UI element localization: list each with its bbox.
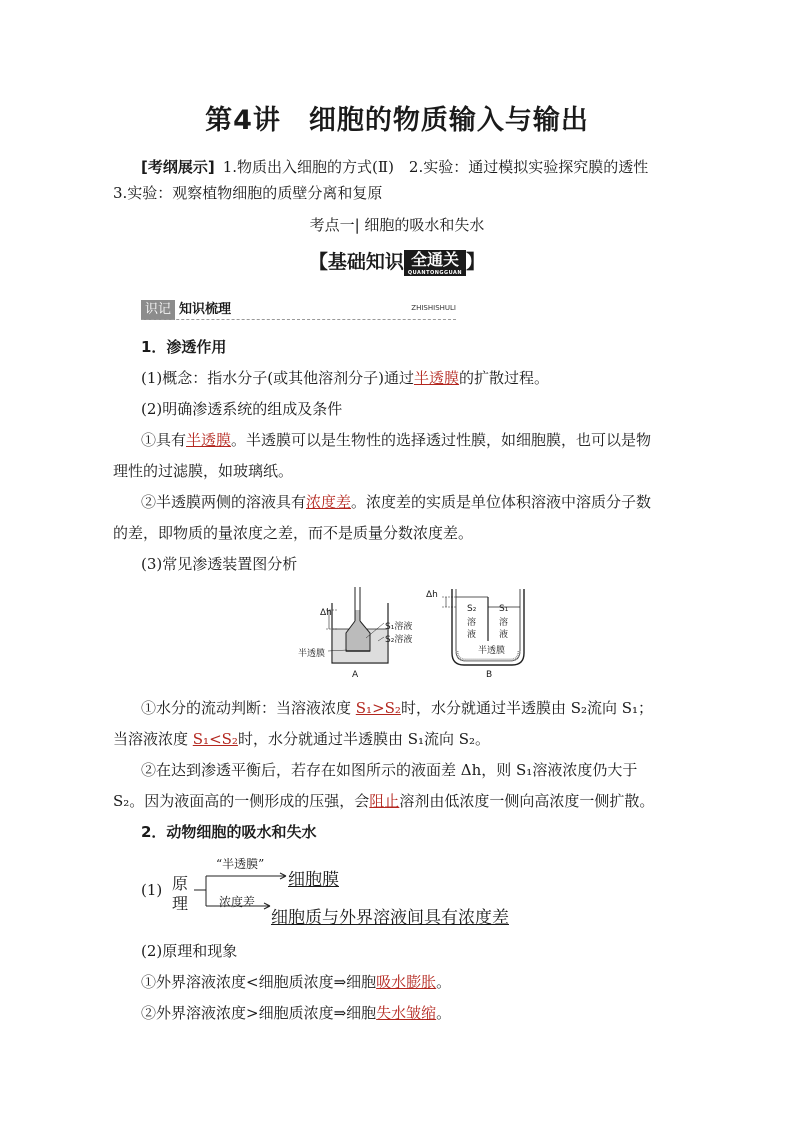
diagram-b-s2: S₂ xyxy=(467,604,477,614)
diagram-b-s2-text: 溶液 xyxy=(467,618,477,640)
section-pinyin: ZHISHISHULI xyxy=(411,304,456,312)
banner-right: 】 xyxy=(466,251,486,273)
diagram-a-label: A xyxy=(352,670,359,680)
diagram-b-s1: S₁ xyxy=(499,604,509,614)
outline-line-2: 3.实验：观察植物细胞的质壁分离和复原 xyxy=(113,184,383,202)
diagram-a-s2: S₂溶液 xyxy=(385,635,413,645)
cond1-line1: ①具有半透膜。半透膜可以是生物性的选择透过性膜，如细胞膜，也可以是物 xyxy=(141,431,652,449)
principle-num: (1) xyxy=(141,881,163,899)
p2-heading: (2)原理和现象 xyxy=(141,942,238,960)
diagram-b-label: B xyxy=(486,670,493,680)
outline-tag: [考纲展示] xyxy=(141,158,215,176)
s1-heading: 1．渗透作用 xyxy=(141,338,227,356)
diagram-a-dh: Δh xyxy=(320,608,332,618)
phenomenon-1-answer: 吸水膨胀 xyxy=(376,973,437,991)
concept-line: (1)概念：指水分子(或其他溶剂分子)通过半透膜的扩散过程。 xyxy=(141,369,549,387)
diagram-a-membrane: 半透膜 xyxy=(298,649,326,659)
branch2-target: 细胞质与外界溶液间具有浓度差 xyxy=(271,908,509,928)
phenomenon-1: ①外界溶液浓度<细胞质浓度⇒细胞吸水膨胀。 xyxy=(141,973,452,991)
diagram-b-dh: Δh xyxy=(426,590,438,600)
principle-li: 理 xyxy=(172,894,189,913)
branch1-label: “半透膜” xyxy=(216,857,265,871)
phenomenon-2-answer: 失水皱缩 xyxy=(376,1004,437,1022)
flow-answer-1: S₁>S₂ xyxy=(355,699,401,717)
flow-line1: ①水分的流动判断：当溶液浓度 S₁>S₂时，水分就通过半透膜由 S₂流向 S₁； xyxy=(141,699,654,717)
osmosis-device-b xyxy=(440,585,540,671)
s2-heading: 2．动物细胞的吸水和失水 xyxy=(141,823,317,841)
device-heading: (3)常见渗透装置图分析 xyxy=(141,555,298,573)
outline-line-1 xyxy=(141,157,648,177)
banner xyxy=(0,247,794,276)
eq-line2: S₂。因为液面高的一侧形成的压强，会阻止溶剂由低浓度一侧向高浓度一侧扩散。 xyxy=(113,792,655,810)
cond2-line2: 的差，即物质的量浓度之差，而不是质量分数浓度差。 xyxy=(113,524,474,542)
cond2-answer: 浓度差 xyxy=(306,493,352,511)
section-bar xyxy=(141,298,456,318)
principle-yuan: 原 xyxy=(172,874,189,893)
diagram-a-s1: S₁溶液 xyxy=(385,622,413,632)
kaodian-heading: 考点一| 细胞的吸水和失水 xyxy=(309,216,485,234)
eq-line1: ②在达到渗透平衡后，若存在如图所示的液面差 Δh，则 S₁溶液浓度仍大于 xyxy=(141,761,638,779)
branch1-target: 细胞膜 xyxy=(288,870,339,890)
page-title: 第4讲 细胞的物质输入与输出 xyxy=(205,105,589,136)
flow-line2: 当溶液浓度 S₁<S₂时，水分就通过半透膜由 S₁流向 S₂。 xyxy=(113,730,491,748)
cond1-line2: 理性的过滤膜，如玻璃纸。 xyxy=(113,462,294,480)
banner-box: 全通关 QUANTONGGUAN xyxy=(404,250,466,276)
diagram-b-membrane: 半透膜 xyxy=(478,646,506,656)
branch2-label: 浓度差 xyxy=(219,895,256,909)
sys-heading: (2)明确渗透系统的组成及条件 xyxy=(141,400,343,418)
banner-left: 【基础知识 xyxy=(308,251,404,273)
cond1-answer: 半透膜 xyxy=(186,431,232,449)
flow-answer-2: S₁<S₂ xyxy=(192,730,238,748)
phenomenon-2: ②外界溶液浓度>细胞质浓度⇒细胞失水皱缩。 xyxy=(141,1004,452,1022)
section-tag: 识记 xyxy=(141,300,175,320)
outline-text-1: 1.物质出入细胞的方式(Ⅱ) 2.实验：通过模拟实验探究膜的透性 xyxy=(222,158,649,176)
cond2-line1: ②半透膜两侧的溶液具有浓度差。浓度差的实质是单位体积溶液中溶质分子数 xyxy=(141,493,652,511)
eq-answer: 阻止 xyxy=(369,792,400,810)
section-title: 知识梳理 xyxy=(179,302,232,317)
concept-answer: 半透膜 xyxy=(413,369,459,387)
diagram-b-s1-text: 溶液 xyxy=(499,618,509,640)
